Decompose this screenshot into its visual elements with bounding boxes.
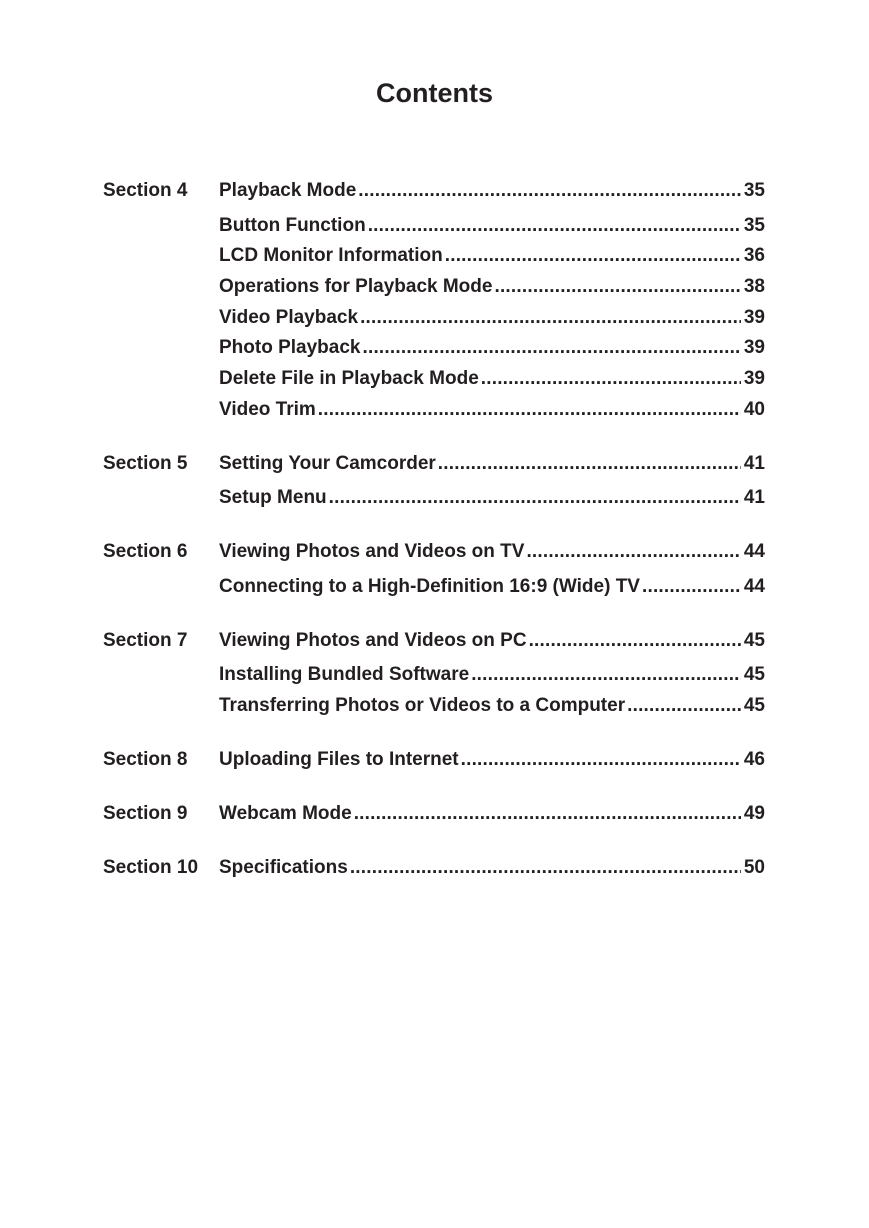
toc-section-10 (103, 854, 765, 882)
toc-entry-video-trim[interactable] (219, 396, 765, 424)
entry-page: 35 (743, 180, 765, 201)
dot-leader (445, 242, 741, 270)
entry-page: 41 (743, 487, 765, 509)
entry-title: Video Trim (219, 398, 316, 420)
section-entries (219, 800, 765, 828)
entry-title: Playback Mode (219, 180, 357, 201)
entry-title: Connecting to a High-Definition 16:9 (Wide) TV (219, 575, 640, 597)
section-entries (219, 746, 765, 774)
dot-leader (360, 304, 741, 332)
toc-section-5 (103, 450, 765, 513)
toc-section-6 (103, 538, 765, 601)
toc-entry-connecting-hd-tv[interactable] (219, 573, 765, 601)
toc-entry-photo-playback[interactable] (219, 334, 765, 362)
dot-leader (354, 800, 741, 828)
entry-title: Specifications (219, 856, 348, 878)
section-entries (219, 854, 765, 882)
toc-entry-viewing-on-pc[interactable] (219, 627, 765, 655)
toc-entry-button-function[interactable] (219, 212, 765, 240)
section-label: Section 8 (103, 748, 188, 770)
section-label: Section 9 (103, 802, 188, 824)
toc-section-9 (103, 800, 765, 828)
section-entries (219, 450, 765, 513)
entry-page: 45 (743, 694, 765, 716)
entry-page: 40 (743, 398, 765, 420)
entry-page: 39 (743, 367, 765, 389)
dot-leader (350, 854, 741, 882)
dot-leader (438, 450, 741, 478)
entry-page: 50 (743, 856, 765, 878)
dot-leader (368, 212, 741, 240)
table-of-contents (103, 177, 765, 888)
toc-entry-playback-mode[interactable] (219, 177, 765, 205)
toc-section-8 (103, 746, 765, 774)
entry-page: 49 (743, 802, 765, 824)
toc-entry-webcam-mode[interactable] (219, 800, 765, 828)
entry-page: 39 (743, 337, 765, 359)
toc-section-7 (103, 627, 765, 720)
section-label: Section 5 (103, 452, 188, 474)
entry-title: Webcam Mode (219, 802, 352, 824)
page-title: Contents (376, 78, 493, 108)
section-label: Section 4 (103, 180, 188, 201)
entry-page: 41 (743, 452, 765, 474)
toc-entry-lcd-monitor-information[interactable] (219, 242, 765, 270)
dot-leader (318, 396, 741, 424)
entry-page: 46 (743, 748, 765, 770)
dot-leader (529, 627, 741, 655)
toc-entry-installing-bundled-software[interactable] (219, 661, 765, 689)
dot-leader (481, 365, 741, 393)
toc-entry-viewing-on-tv[interactable] (219, 538, 765, 566)
section-label: Section 10 (103, 856, 199, 878)
entry-title: Transferring Photos or Videos to a Computer (219, 694, 626, 716)
entry-title: Viewing Photos and Videos on TV (219, 541, 525, 563)
toc-entry-operations-for-playback-mode[interactable] (219, 273, 765, 301)
dot-leader (461, 746, 741, 774)
entry-title: LCD Monitor Information (219, 245, 443, 267)
dot-leader (642, 573, 741, 601)
entry-title: Viewing Photos and Videos on PC (219, 629, 527, 651)
entry-page: 35 (743, 214, 765, 236)
section-entries (219, 177, 765, 424)
dot-leader (329, 484, 741, 512)
toc-entry-uploading-files[interactable] (219, 746, 765, 774)
toc-entry-video-playback[interactable] (219, 304, 765, 332)
toc-entry-setup-menu[interactable] (219, 484, 765, 512)
dot-leader (363, 334, 741, 362)
dot-leader (526, 538, 740, 566)
entry-title: Delete File in Playback Mode (219, 367, 479, 389)
section-label: Section 7 (103, 629, 188, 651)
entry-page: 45 (743, 664, 765, 686)
toc-entry-setting-your-camcorder[interactable] (219, 450, 765, 478)
section-entries (219, 627, 765, 720)
toc-section-4 (103, 177, 765, 424)
entry-title: Setup Menu (219, 487, 327, 509)
dot-leader (471, 661, 741, 689)
entry-page: 45 (743, 629, 765, 651)
entry-page: 38 (743, 275, 765, 297)
entry-page: 44 (743, 541, 765, 563)
section-entries (219, 538, 765, 601)
entry-title: Installing Bundled Software (219, 664, 470, 686)
section-label: Section 6 (103, 541, 188, 563)
toc-entry-transferring-to-computer[interactable] (219, 692, 765, 720)
dot-leader (494, 273, 740, 301)
entry-title: Uploading Files to Internet (219, 748, 459, 770)
entry-title: Video Playback (219, 306, 359, 328)
dot-leader (627, 692, 741, 720)
entry-title: Photo Playback (219, 337, 361, 359)
toc-entry-specifications[interactable] (219, 854, 765, 882)
entry-title: Operations for Playback Mode (219, 275, 493, 297)
entry-page: 39 (743, 306, 765, 328)
entry-page: 44 (743, 575, 765, 597)
toc-entry-delete-file-in-playback-mode[interactable] (219, 365, 765, 393)
dot-leader (358, 177, 741, 205)
entry-page: 36 (743, 245, 765, 267)
entry-title: Button Function (219, 214, 366, 236)
entry-title: Setting Your Camcorder (219, 452, 436, 474)
